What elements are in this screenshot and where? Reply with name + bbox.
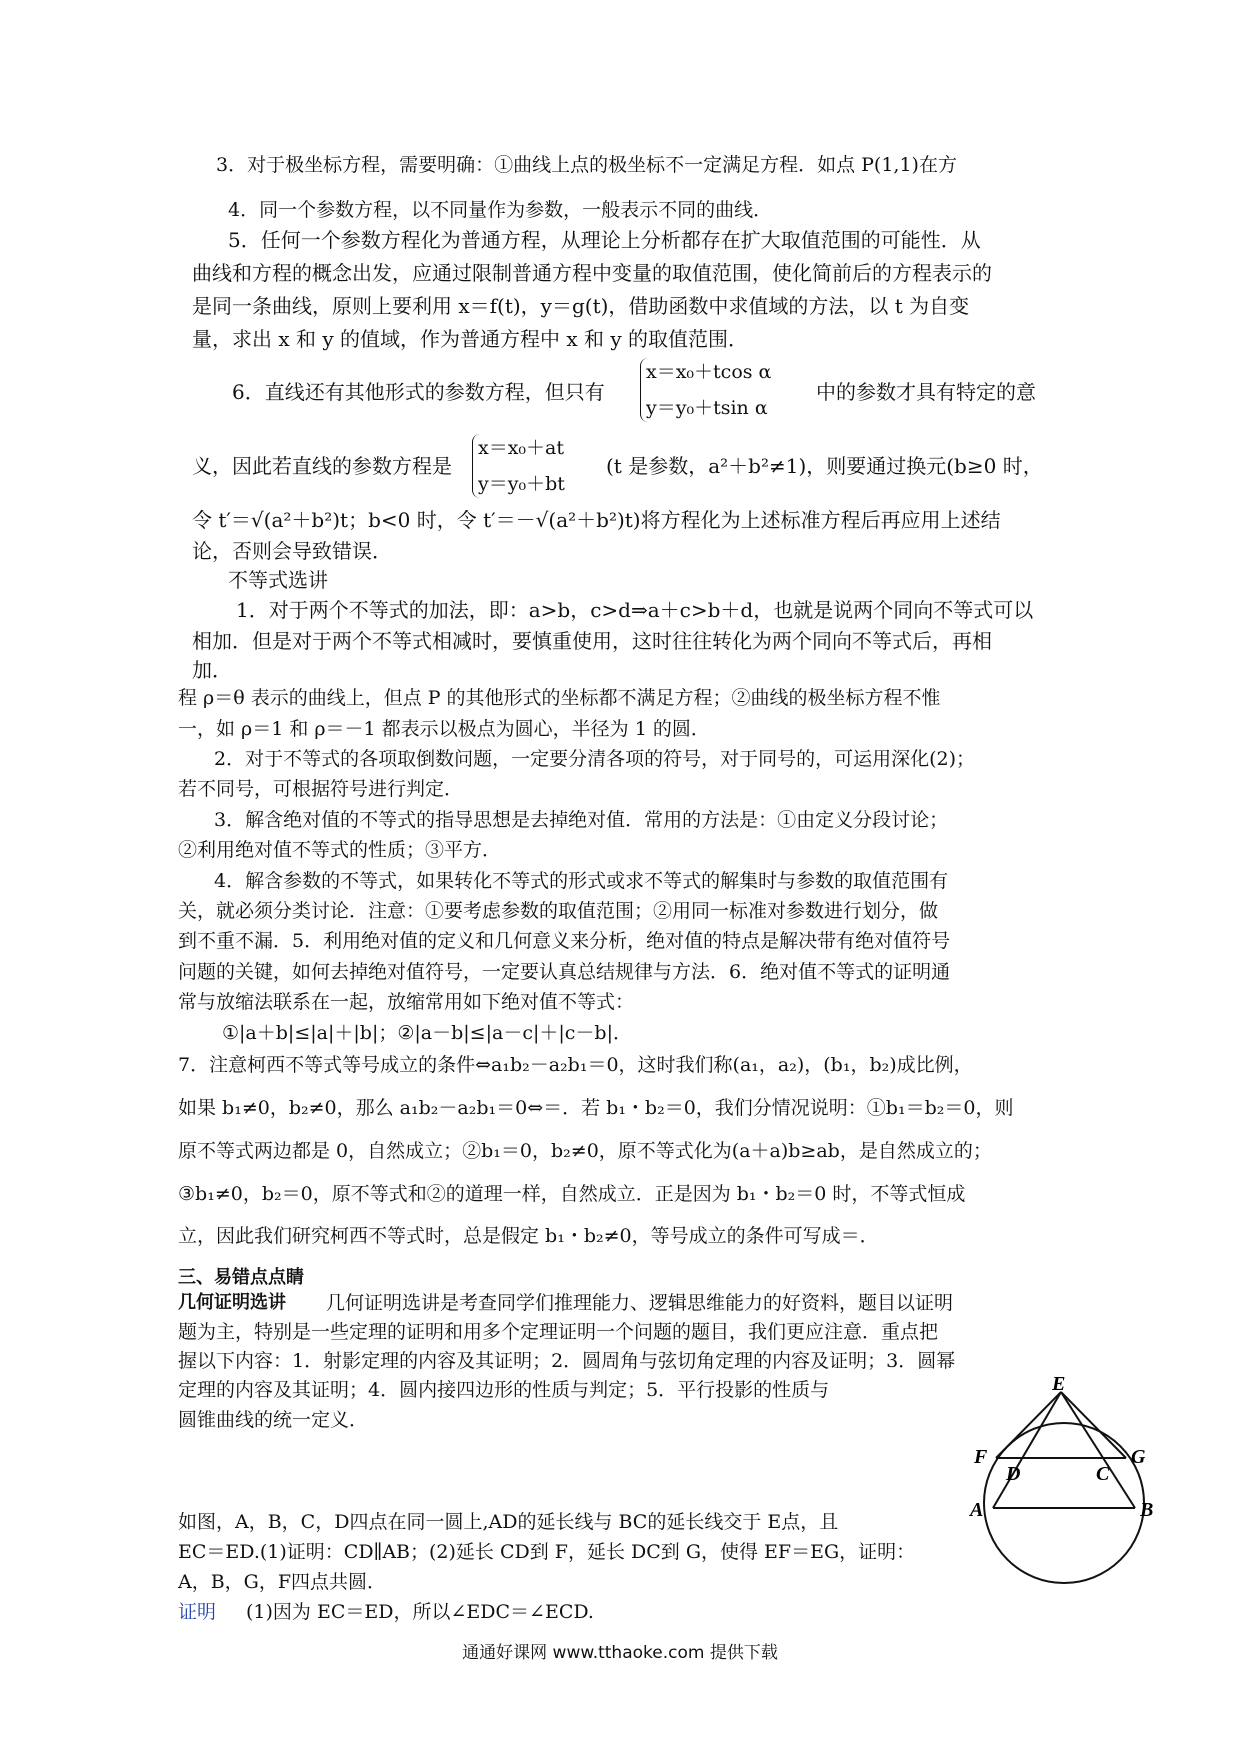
proof-label: 证明	[178, 1601, 217, 1623]
text-line: 题为主，特别是一些定理的证明和用多个定理证明一个问题的题目，我们更应注意．重点把	[178, 1321, 939, 1343]
text-line: 几何证明选讲是考查同学们推理能力、逻辑思维能力的好资料，题目以证明	[326, 1292, 954, 1314]
system-row: x＝x₀＋tcos α	[646, 361, 772, 383]
subsection-title: 几何证明选讲	[178, 1292, 286, 1313]
text-line: 是同一条曲线，原则上要利用 x＝f(t)，y＝g(t)，借助函数中求值域的方法，以 t 为自变	[192, 294, 970, 318]
label-d: D	[1006, 1463, 1021, 1485]
section-heading: 不等式选讲	[228, 568, 328, 592]
text-line: 义，因此若直线的参数方程是	[192, 454, 452, 478]
text-line: 加．	[192, 658, 232, 682]
label-e: E	[1052, 1373, 1066, 1395]
text-line: 定理的内容及其证明；4．圆内接四边形的性质与判定；5．平行投影的性质与	[178, 1379, 830, 1401]
system-row: x＝x₀＋at	[478, 437, 565, 459]
text-line: 令 t′＝√(a²＋b²)t；b<0 时，令 t′＝－√(a²＋b²)t)将方程化为上述标准方程后再应用上述结	[192, 508, 1001, 532]
problem-statement: 如图，A，B，C，D四点在同一圆上,AD的延长线与 BC的延长线交于 E点，且	[178, 1511, 839, 1533]
text-line: 若不同号，可根据符号进行判定．	[178, 778, 464, 800]
system-row: y＝y₀＋bt	[478, 473, 565, 495]
section-heading: 三、易错点点睛	[178, 1267, 304, 1288]
text-line: 圆锥曲线的统一定义．	[178, 1409, 369, 1431]
label-b: B	[1140, 1499, 1154, 1521]
line-eg	[1061, 1392, 1126, 1458]
text-line: 量，求出 x 和 y 的值域，作为普通方程中 x 和 y 的取值范围．	[192, 327, 749, 351]
text-line: 6．直线还有其他形式的参数方程，但只有	[232, 380, 605, 404]
text-line: 5．任何一个参数方程化为普通方程，从理论上分析都存在扩大取值范围的可能性．从	[228, 228, 981, 252]
text-line: 3．对于极坐标方程，需要明确：①曲线上点的极坐标不一定满足方程．如点 P(1,1)在方	[216, 154, 957, 176]
text-line: ③b₁≠0，b₂＝0，原不等式和②的道理一样，自然成立．正是因为 b₁・b₂＝0 时，不等式恒成	[178, 1183, 966, 1205]
text-line: 3．解含绝对值的不等式的指导思想是去掉绝对值．常用的方法是：①由定义分段讨论；	[214, 809, 949, 831]
text-line: 一，如 ρ＝1 和 ρ＝－1 都表示以极点为圆心，半径为 1 的圆．	[178, 718, 710, 740]
text-line: 中的参数才具有特定的意	[816, 380, 1036, 404]
label-f: F	[974, 1446, 988, 1468]
text-line: (t 是参数，a²＋b²≠1)，则要通过换元(b≥0 时，	[606, 454, 1043, 478]
text-line: 4．解含参数的不等式，如果转化不等式的形式或求不等式的解集时与参数的取值范围有	[214, 870, 949, 892]
system-row: y＝y₀＋tsin α	[646, 397, 768, 419]
text-line: ②利用绝对值不等式的性质；③平方．	[178, 839, 502, 861]
text-line: 原不等式两边都是 0，自然成立；②b₁＝0，b₂≠0，原不等式化为(a＋a)b≥ab，是自然成立的；	[178, 1140, 992, 1162]
label-g: G	[1131, 1446, 1146, 1468]
page-footer: 通通好课网 www.tthaoke.com 提供下载	[462, 1643, 778, 1663]
problem-statement: A，B，G，F四点共圆．	[178, 1571, 387, 1593]
text-line: 问题的关键，如何去掉绝对值符号，一定要认真总结规律与方法．6．绝对值不等式的证明通	[178, 961, 951, 983]
proof-text: (1)因为 EC＝ED，所以∠EDC＝∠ECD.	[246, 1601, 594, 1623]
text-line: 2．对于不等式的各项取倒数问题，一定要分清各项的符号，对于同号的，可运用深化(2)；	[214, 748, 976, 770]
geometry-figure	[960, 1370, 1170, 1610]
text-line: 1．对于两个不等式的加法，即：a>b，c>d⇒a＋c>b＋d，也就是说两个同向不等式可以	[236, 598, 1034, 622]
problem-statement: EC＝ED.(1)证明：CD∥AB；(2)延长 CD到 F，延长 DC到 G，使得 EF＝EG，证明：	[178, 1541, 916, 1563]
text-line: 程 ρ＝θ 表示的曲线上，但点 P 的其他形式的坐标都不满足方程；②曲线的极坐标方程不惟	[178, 687, 941, 709]
label-c: C	[1096, 1463, 1110, 1485]
text-line: 立，因此我们研究柯西不等式时，总是假定 b₁・b₂≠0，等号成立的条件可写成＝．	[178, 1225, 879, 1247]
text-line: 相加．但是对于两个不等式相减时，要慎重使用，这时往往转化为两个同向不等式后，再相	[192, 629, 992, 653]
text-line: 曲线和方程的概念出发，应通过限制普通方程中变量的取值范围，使化简前后的方程表示的	[192, 261, 992, 285]
text-line: 握以下内容：1．射影定理的内容及其证明；2．圆周角与弦切角定理的内容及证明；3．圆幂	[178, 1350, 956, 1372]
text-line: 关，就必须分类讨论．注意：①要考虑参数的取值范围；②用同一标准对参数进行划分，做	[178, 900, 939, 922]
text-line: 到不重不漏．5．利用绝对值的定义和几何意义来分析，绝对值的特点是解决带有绝对值符号	[178, 930, 951, 952]
label-a: A	[970, 1499, 984, 1521]
text-line: ①|a＋b|≤|a|＋|b|；②|a－b|≤|a－c|＋|c－b|．	[222, 1022, 632, 1044]
text-line: 4．同一个参数方程，以不同量作为参数，一般表示不同的曲线．	[228, 199, 773, 221]
text-line: 如果 b₁≠0，b₂≠0，那么 a₁b₂－a₂b₁＝0⇔＝．若 b₁・b₂＝0，我们分情况说明：①b₁＝b₂＝0，则	[178, 1097, 1014, 1119]
text-line: 7．注意柯西不等式等号成立的条件⇔a₁b₂－a₂b₁＝0，这时我们称(a₁，a₂)，(b₁，b₂)成比例，	[178, 1054, 973, 1076]
text-line: 常与放缩法联系在一起，放缩常用如下绝对值不等式：	[178, 991, 635, 1013]
text-line: 论，否则会导致错误．	[192, 539, 392, 563]
